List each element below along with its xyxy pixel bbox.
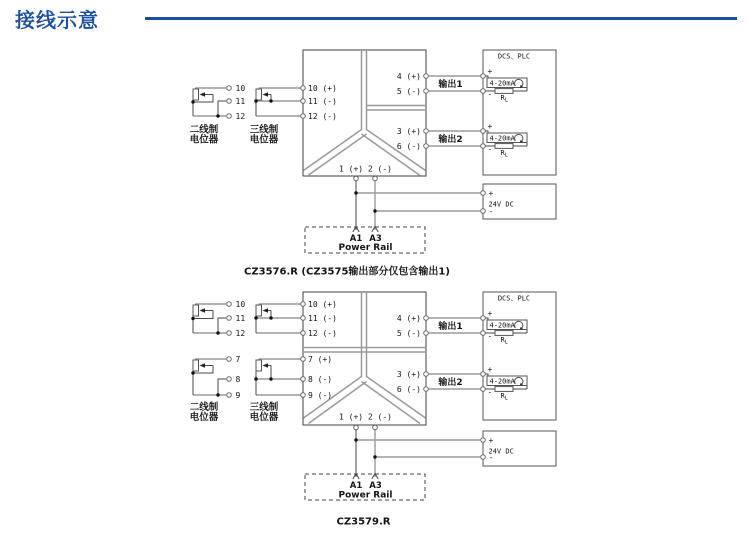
load-resistor-body — [495, 89, 513, 94]
block-input-12: 12 (-) — [308, 329, 337, 338]
minus-label: - — [487, 89, 493, 99]
block-output-4: 4 (+) — [396, 72, 421, 81]
terminal-12: 12 — [235, 112, 246, 121]
wiper-arrow-icon — [200, 363, 206, 368]
minus-label: - — [488, 453, 494, 462]
terminal-11: 11 — [235, 314, 246, 323]
block-output-5: 5 (-) — [396, 329, 421, 338]
block-input-8: 8 (-) — [308, 375, 333, 384]
wiper-arrow-icon — [263, 363, 269, 368]
meter-channel-2 — [481, 365, 527, 402]
minus-label: - — [487, 144, 493, 154]
wiper-arrow-icon — [263, 92, 269, 97]
three-wire-label: 三线制 — [249, 124, 279, 136]
load-resistor-label: R — [500, 149, 505, 157]
resistor-body — [256, 89, 262, 100]
svg-text:RL — [501, 149, 508, 159]
isolator-block — [301, 292, 429, 430]
minus-label: - — [487, 387, 493, 397]
block-output-3: 3 (+) — [396, 127, 421, 136]
block-input-11: 11 (-) — [308, 97, 337, 106]
load-resistor-label: R — [500, 336, 505, 344]
load-resistor-label: R — [500, 392, 505, 400]
output1-label: 输出1 — [438, 322, 463, 332]
loop-arrow-icon — [515, 377, 524, 386]
plus-label: + — [488, 436, 494, 445]
power-rail-label: Power Rail — [338, 243, 393, 253]
resistor-body — [193, 360, 199, 371]
diagram1-caption: CZ3576.R (CZ3575输出部分仅包含输出1) — [244, 266, 450, 278]
output-wires — [429, 76, 481, 146]
terminal-11: 11 — [235, 97, 246, 106]
wiper-arrow-icon — [200, 92, 206, 97]
plus-label: + — [487, 67, 493, 76]
resistor-body — [193, 305, 199, 316]
meter-channel-1 — [481, 309, 527, 346]
svg-text:RL — [501, 336, 508, 346]
terminal-10: 10 — [235, 300, 246, 309]
meter-range-label: 4-20mA — [489, 377, 515, 386]
terminal-10: 10 — [235, 84, 246, 93]
dc-supply-box — [481, 431, 556, 466]
wiper-arrow-icon — [200, 308, 206, 313]
two-wire-label: 二线制 — [189, 402, 219, 413]
output2-label: 输出2 — [438, 378, 463, 388]
terminal-9: 9 — [235, 391, 241, 400]
three-wire-potentiometer-2 — [250, 359, 301, 423]
block-output-5: 5 (-) — [396, 87, 421, 96]
wiper-arrow-icon — [263, 308, 269, 313]
a3-label: A3 — [369, 234, 382, 244]
plus-label: + — [487, 365, 493, 374]
load-resistor-sub: L — [504, 152, 508, 159]
two-wire-label2: 电位器 — [189, 134, 219, 146]
dc-supply-label: 24V DC — [488, 447, 514, 456]
svg-text:RL — [501, 392, 508, 402]
diagram2-caption: CZ3579.R — [336, 516, 391, 528]
block-input-12: 12 (-) — [308, 112, 337, 121]
dc-supply-box — [481, 184, 556, 219]
three-wire-potentiometer — [250, 88, 301, 146]
output-wires — [429, 318, 481, 389]
two-wire-label: 二线制 — [189, 124, 219, 136]
power-rail-box — [305, 227, 425, 253]
dcs-plc-box — [481, 292, 556, 420]
resistor-body — [256, 360, 262, 371]
meter-range-label: 4-20mA — [489, 134, 515, 143]
load-resistor-label: R — [500, 94, 505, 102]
load-resistor-body — [495, 331, 513, 336]
three-wire-label2: 电位器 — [249, 134, 279, 146]
block-output-4: 4 (+) — [396, 314, 421, 323]
block-input-11: 11 (-) — [308, 314, 337, 323]
three-wire-label2: 电位器 — [249, 412, 279, 423]
meter-channel-2 — [481, 122, 527, 159]
dc-supply-label: 24V DC — [488, 200, 514, 209]
block-input-7: 7 (+) — [308, 355, 333, 364]
block-output-6: 6 (-) — [396, 385, 421, 394]
minus-label: - — [487, 331, 493, 341]
a3-label: A3 — [369, 481, 382, 491]
terminal-8: 8 — [235, 375, 241, 384]
two-wire-label2: 电位器 — [189, 412, 219, 423]
power-wiring — [353, 181, 481, 232]
a1-label: A1 — [349, 234, 363, 244]
block-input-9: 9 (-) — [308, 391, 333, 400]
block-output-3: 3 (+) — [396, 370, 421, 379]
three-wire-label: 三线制 — [249, 402, 279, 413]
loop-arrow-icon — [515, 79, 524, 88]
a1-label: A1 — [349, 481, 363, 491]
power-rail-label: Power Rail — [338, 490, 393, 501]
isolator-block — [301, 50, 429, 181]
loop-arrow-icon — [515, 321, 524, 330]
block-input-10: 10 (+) — [308, 300, 337, 309]
output2-label: 输出2 — [438, 135, 463, 145]
three-wire-potentiometer-1 — [254, 304, 300, 333]
load-resistor-body — [495, 387, 513, 392]
meter-range-label: 4-20mA — [489, 321, 515, 330]
plus-label: + — [487, 122, 493, 131]
two-wire-potentiometer — [190, 84, 246, 146]
output1-label: 输出1 — [438, 80, 463, 90]
plus-label: + — [487, 309, 493, 318]
dcs-plc-box — [481, 50, 556, 175]
meter-range-label: 4-20mA — [489, 79, 515, 88]
block-output-6: 6 (-) — [396, 142, 421, 151]
meter-channel-1 — [481, 67, 527, 104]
power-wiring — [353, 430, 481, 479]
load-resistor-sub: L — [504, 97, 508, 104]
load-resistor-sub: L — [504, 395, 508, 402]
block-input-10: 10 (+) — [308, 84, 337, 93]
plus-label: + — [488, 189, 494, 198]
load-resistor-sub: L — [504, 339, 508, 346]
power-terminal-label: 1 (+) 2 (-) — [339, 164, 392, 174]
dcs-plc-label: DCS、PLC — [497, 52, 531, 61]
power-rail-box — [305, 474, 425, 501]
terminal-7: 7 — [235, 355, 241, 364]
resistor-body — [256, 305, 262, 316]
page-title: 接线示意 — [15, 8, 99, 32]
diagram-cz3576r — [190, 50, 556, 278]
svg-text:RL — [501, 94, 508, 104]
dcs-plc-label: DCS、PLC — [497, 294, 531, 303]
two-wire-potentiometer-2 — [190, 355, 241, 423]
resistor-body — [193, 89, 199, 100]
loop-arrow-icon — [515, 134, 524, 143]
power-terminal-label: 1 (+) 2 (-) — [339, 412, 392, 422]
two-wire-potentiometer-1 — [191, 300, 245, 338]
diagram-cz3579r — [190, 292, 556, 528]
minus-label: - — [488, 207, 494, 216]
terminal-12: 12 — [235, 329, 246, 338]
load-resistor-body — [495, 144, 513, 149]
